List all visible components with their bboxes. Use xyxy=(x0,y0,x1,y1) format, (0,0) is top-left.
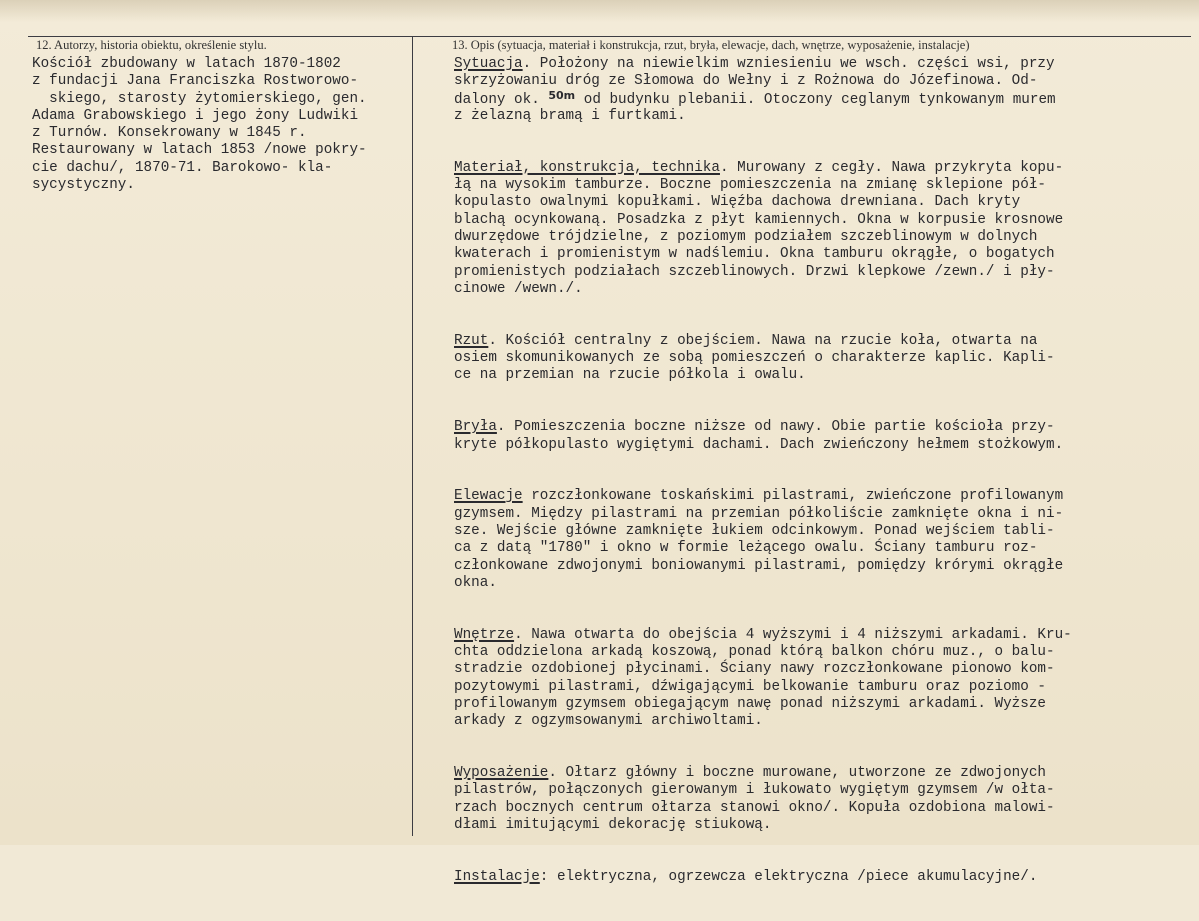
handwritten-note: 50m xyxy=(548,88,576,102)
section-line: kryte półkopulasto wygiętymi dachami. Dach zwieńczony hełmem stożkowym. xyxy=(454,436,1064,453)
history-line: Restaurowany w latach 1853 /nowe pokry- xyxy=(32,142,367,159)
section-line: pilastrów, połączonych gierowanym i łukowato wygiętym gzymsem /w ołta- xyxy=(454,782,1055,799)
section-heading: Bryła xyxy=(454,419,497,436)
history-line: sycystyczny. xyxy=(32,177,135,194)
history-line: cie dachu/, 1870-71. Barokowo- kla- xyxy=(32,159,333,176)
section-heading: Elewacje xyxy=(454,488,523,505)
section-line: dwurzędowe trójdzielne, z poziomym podziałem szczeblinowym w dolnych xyxy=(454,228,1038,245)
section-line: stradzie ozdobionej płycinami. Ściany nawy rozczłonkowane pionowo kom- xyxy=(454,661,1055,678)
section-line: . Murowany z cegły. Nawa przykryta kopu- xyxy=(719,159,1064,176)
section-material xyxy=(454,160,1199,298)
section-line: blachą ocynkowaną. Posadzka z płyt kamiennych. Okna w korpusie krosnowe xyxy=(454,211,1064,228)
section-line: : elektryczna, ogrzewcza elektryczna /piece akumulacyjne/. xyxy=(539,868,1038,885)
history-line: Adama Grabowskiego i jego żony Ludwiki xyxy=(32,107,359,124)
section-line: promienistych podziałach szczeblinowych. Drzwi klepkowe /zewn./ i pły- xyxy=(454,263,1055,280)
section-line: . Nawa otwarta do obejścia 4 wyższymi i 4 niższymi arkadami. Kru- xyxy=(514,626,1072,643)
section-line: sze. Wejście główne zamknięte łukiem odcinkowym. Ponad wejściem tabli- xyxy=(454,523,1055,540)
history-text xyxy=(32,56,408,194)
section-line: członkowane zdwojonymi boniowanymi pilastrami, pomiędzy krórymi okrągłe xyxy=(454,557,1064,574)
section-line: gzymsem. Między pilastrami na przemian półkoliście zamknięte okna i ni- xyxy=(454,505,1064,522)
section-heading: Rzut xyxy=(454,332,489,349)
section-line: skrzyżowaniu dróg ze Słomowa do Wełny i z Rożnowa do Józefinowa. Od- xyxy=(454,73,1038,90)
left-column-header: 12. Autorzy, historia obiektu, określenie stylu. xyxy=(36,38,267,52)
section-line: cinowe /wewn./. xyxy=(454,280,583,297)
section-line: okna. xyxy=(454,574,497,591)
section-line: z żelazną bramą i furtkami. xyxy=(454,107,686,124)
section-sytuacja xyxy=(454,56,1199,125)
paper-top-edge xyxy=(0,0,1199,22)
section-heading: Wnętrze xyxy=(454,626,515,643)
section-line: rozczłonkowane toskańskimi pilastrami, zwieńczone profilowanym xyxy=(522,488,1064,505)
section-line: łą na wysokim tamburze. Boczne pomieszczenia na zmianę sklepione pół- xyxy=(454,177,1046,194)
history-line: z Turnów. Konsekrowany w 1845 r. xyxy=(32,125,307,142)
section-line: kopulasto owalnymi kopułkami. Więźba dachowa drewniana. Dach kryty xyxy=(454,194,1021,211)
section-line: ce na przemian na rzucie półkola i owalu. xyxy=(454,367,806,384)
section-elewacje xyxy=(454,488,1199,592)
section-wnetrze xyxy=(454,627,1199,731)
section-line: kwaterach i promienistym w nadślemiu. Okna tamburu okrągłe, o bogatych xyxy=(454,246,1055,263)
section-line: dłami imitującymi dekorację stiukową. xyxy=(454,817,772,834)
history-line: Kościół zbudowany w latach 1870-1802 xyxy=(32,56,341,72)
section-bryla xyxy=(454,419,1199,454)
section-line: chta oddzielona arkadą koszową, ponad którą balkon chóru muz., o balu- xyxy=(454,644,1055,661)
header-rule xyxy=(28,36,1191,37)
section-line: . Położony na niewielkim wzniesieniu we wsch. części wsi, przy xyxy=(522,56,1055,72)
section-instalacje xyxy=(454,869,1199,886)
description-text xyxy=(454,56,1199,921)
section-line: osiem skomunikowanych ze sobą pomieszczeń o charakterze kaplic. Kapli- xyxy=(454,350,1055,367)
section-heading: Materiał, konstrukcja, technika xyxy=(454,159,720,176)
section-line: pozytowymi pilastrami, dźwigającymi belkowanie tamburu oraz poziomo - xyxy=(454,678,1046,695)
section-heading: Wyposażenie xyxy=(454,765,549,782)
section-heading: Sytuacja xyxy=(454,56,523,72)
right-column-header: 13. Opis (sytuacja, materiał i konstrukcja, rzut, bryła, elewacje, dach, wnętrze, wyposażenie, instalacje) xyxy=(452,38,970,52)
section-line: . Ołtarz główny i boczne murowane, utworzone ze zdwojonych xyxy=(548,765,1046,782)
section-line: . Pomieszczenia boczne niższe od nawy. Obie partie kościoła przy- xyxy=(496,419,1055,436)
section-line: ca z datą "1780" i okno w formie leżącego owalu. Ściany tamburu roz- xyxy=(454,540,1038,557)
section-line: od budynku plebanii. Otoczony ceglanym tynkowanym murem xyxy=(575,91,1056,108)
section-line: rzach bocznych centrum ołtarza stanowi okno/. Kopuła ozdobiona malowi- xyxy=(454,799,1055,816)
section-line: . Kościół centralny z obejściem. Nawa na rzucie koła, otwarta na xyxy=(488,332,1038,349)
column-divider xyxy=(412,36,413,836)
section-wyposazenie xyxy=(454,765,1199,834)
section-rzut xyxy=(454,333,1199,385)
section-line: dalony ok. xyxy=(454,91,549,108)
section-heading: Instalacje xyxy=(454,868,540,885)
section-line: profilowanym gzymsem obiegającym nawę ponad niższymi arkadami. Wyższe xyxy=(454,695,1046,712)
history-line: z fundacji Jana Franciszka Rostworowo- xyxy=(32,73,359,90)
section-line: arkady z ogzymsowanymi archiwoltami. xyxy=(454,713,763,730)
history-line: skiego, starosty żytomierskiego, gen. xyxy=(32,90,367,107)
